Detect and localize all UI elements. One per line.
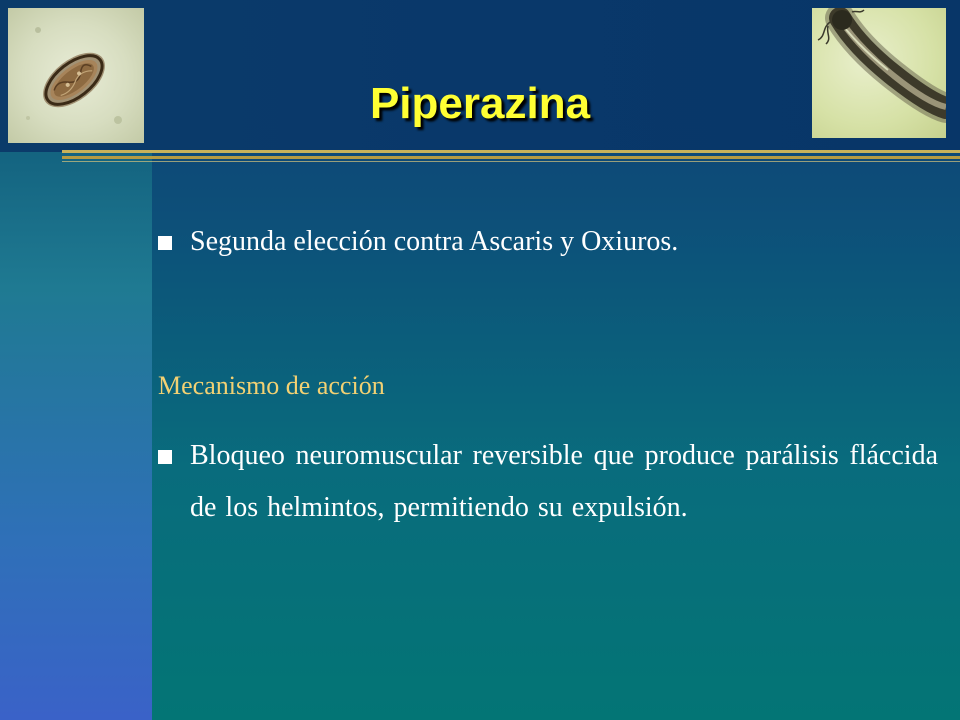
ascaris-egg-image <box>8 8 144 143</box>
oxiuros-worm-image <box>812 8 946 138</box>
bullet-item <box>158 216 938 268</box>
bullet-text: Segunda elección contra Ascaris y Oxiuros. <box>190 226 679 257</box>
title-underline-rule <box>62 150 960 153</box>
worm-micrograph-drawing <box>812 8 946 138</box>
square-bullet-icon <box>158 236 172 250</box>
title-underline-rule <box>62 161 960 162</box>
square-bullet-icon <box>158 450 172 464</box>
slide-title: Piperazina <box>369 79 591 128</box>
title-underline-rule <box>62 156 960 159</box>
egg-micrograph-drawing <box>8 8 144 143</box>
bullet-text: Bloqueo neuromuscular reversible que produce parálisis fláccida de los helmintos, permitiendo su expulsión. <box>190 440 938 523</box>
bullet-item <box>158 430 938 534</box>
section-heading: Mecanismo de acción <box>158 371 385 400</box>
